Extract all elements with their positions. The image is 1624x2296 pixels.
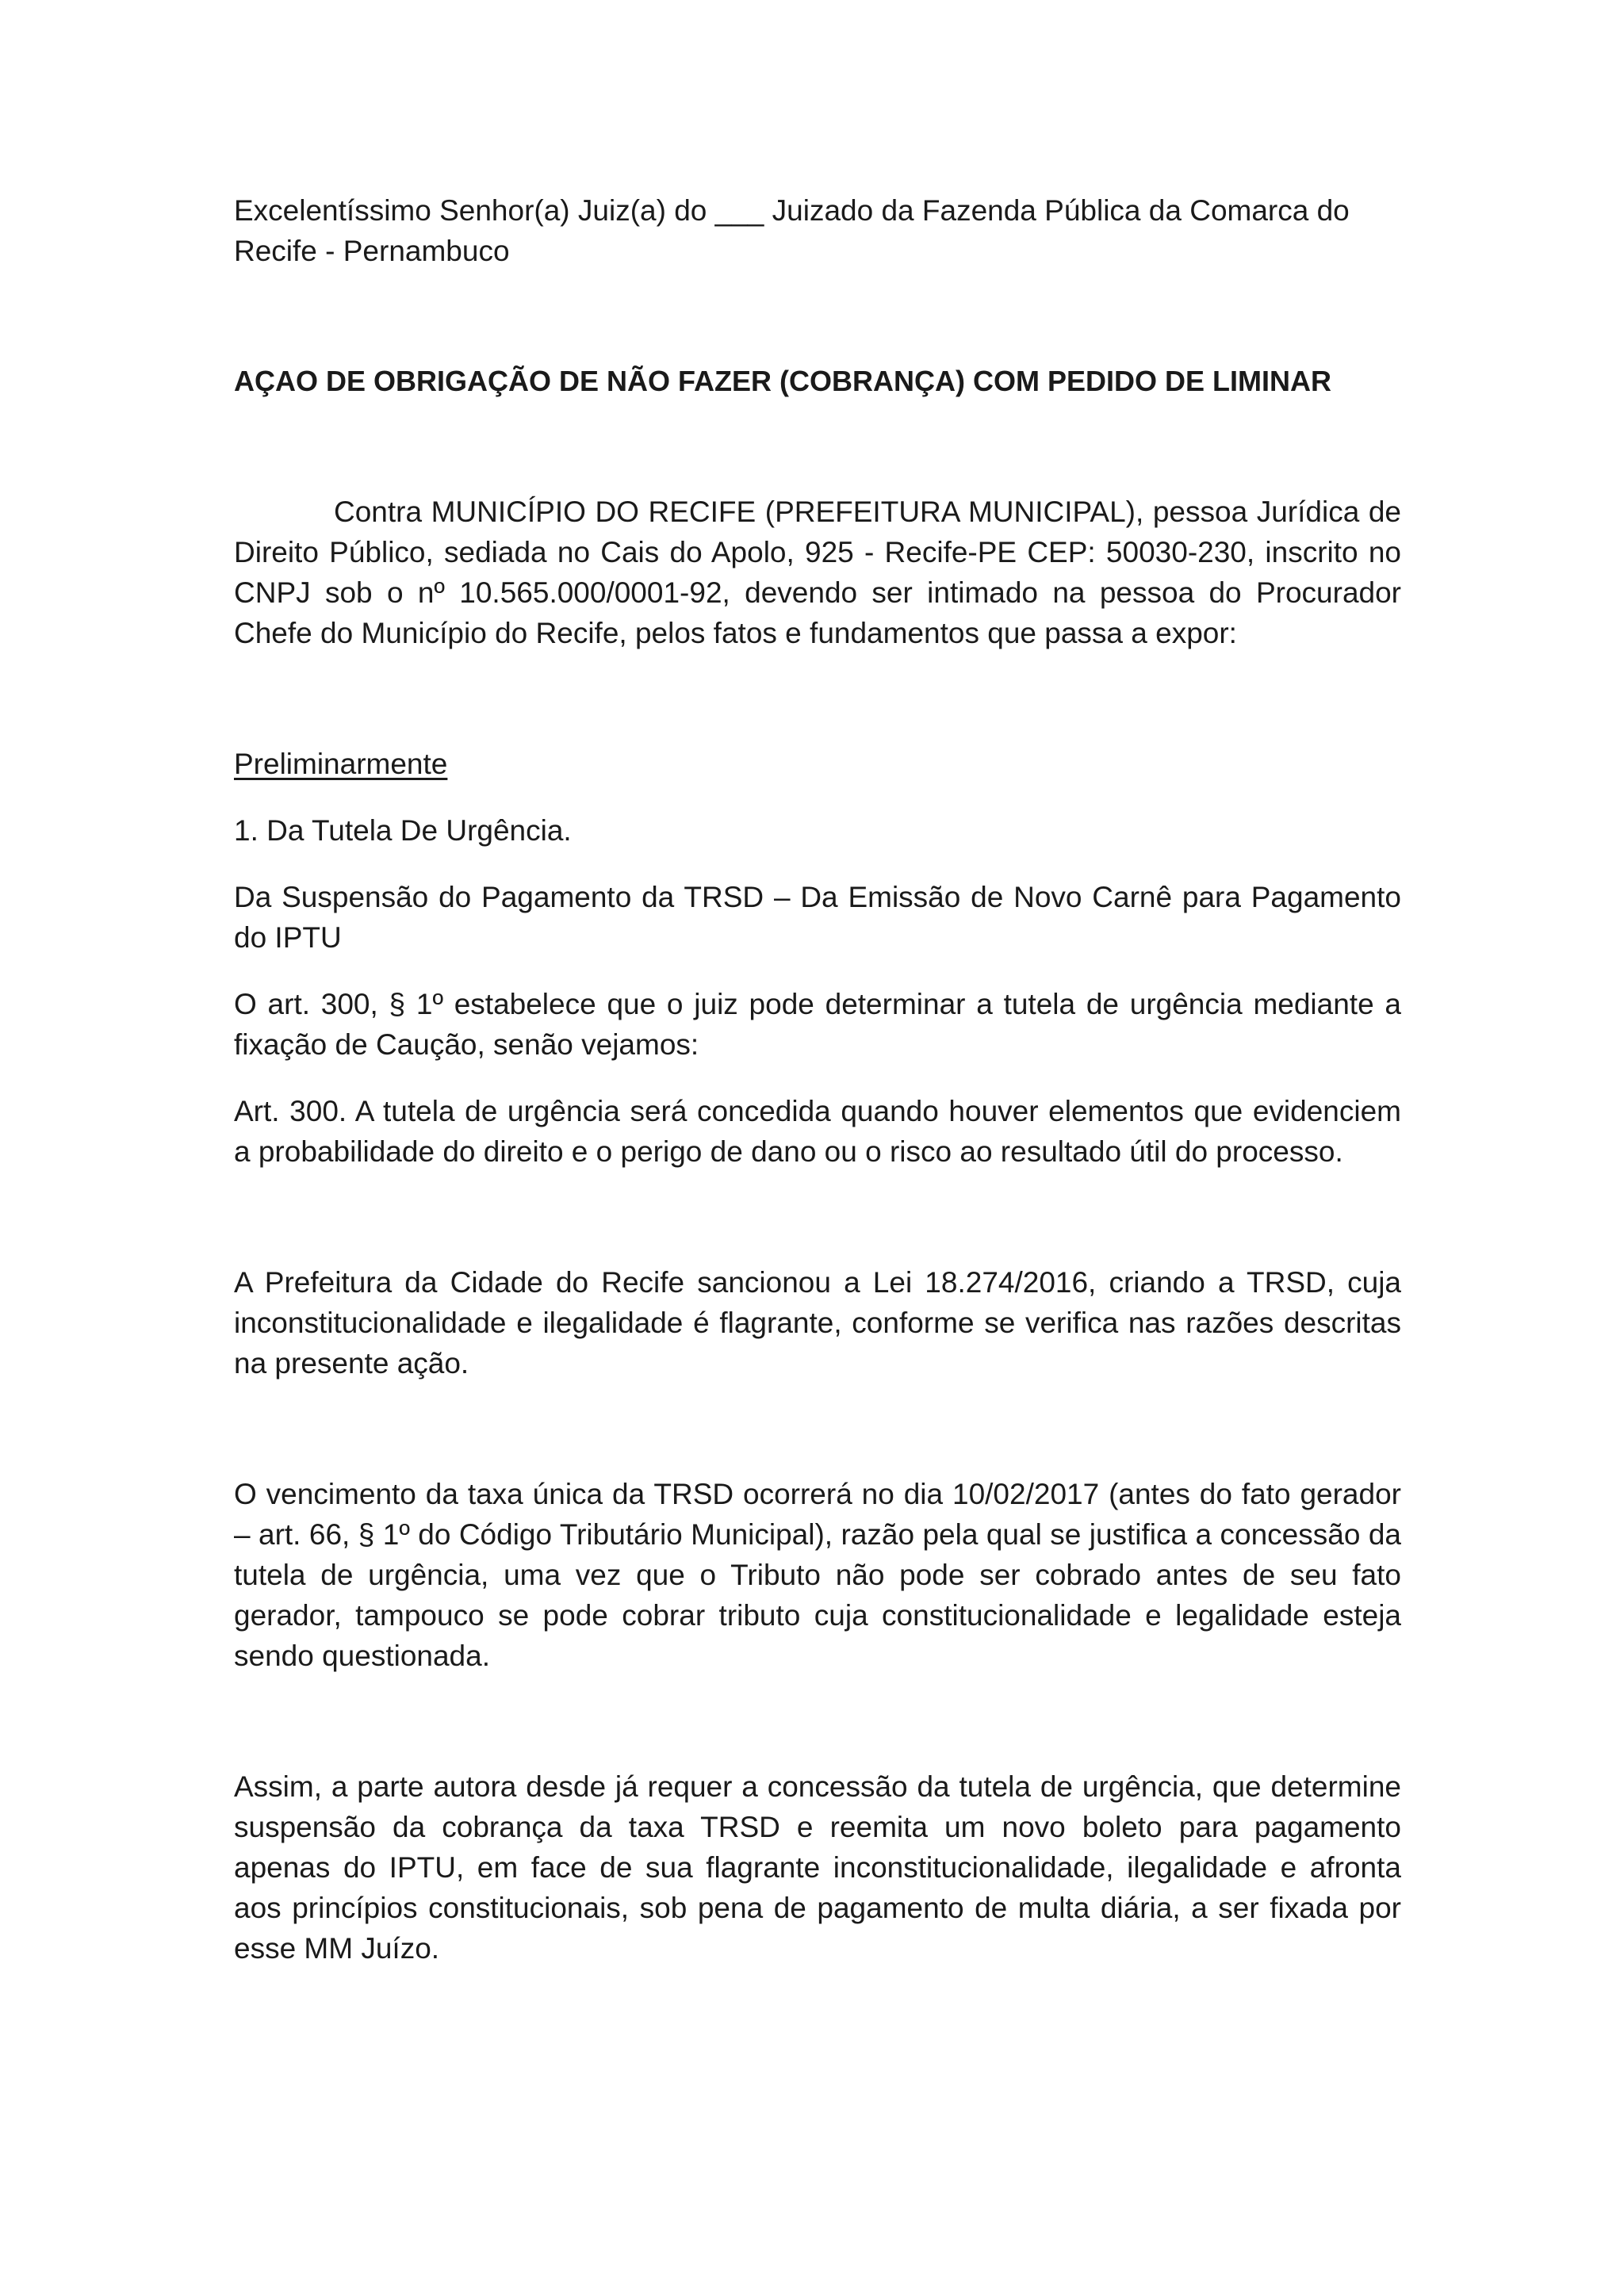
document-page (234, 190, 1401, 1969)
suspension-subheading: Da Suspensão do Pagamento da TRSD – Da Emissão de Novo Carnê para Pagamento do IPTU (234, 881, 1401, 954)
preliminary-heading-wrapper (234, 744, 1401, 784)
law-paragraph: A Prefeitura da Cidade do Recife sancionou a Lei 18.274/2016, criando a TRSD, cuja inconstitucionalidade e ilegalidade é flagrante, conforme se verifica nas razões descritas na presente ação. (234, 1266, 1401, 1380)
article-300-quote: Art. 300. A tutela de urgência será concedida quando houver elementos que evidenciem a probabilidade do direito e o perigo de dano ou o risco ao resultado útil do processo. (234, 1095, 1401, 1168)
request-paragraph: Assim, a parte autora desde já requer a concessão da tutela de urgência, que determine suspensão da cobrança da taxa TRSD e reemita um novo boleto para pagamento apenas do IPTU, em face de sua flagrante inconstitucionalidade, ilegalidade e afronta aos princípios constitucionais, sob pena de pagamento de multa diária, a ser fixada por esse MM Juízo. (234, 1770, 1401, 1965)
due-date-paragraph: O vencimento da taxa única da TRSD ocorrerá no dia 10/02/2017 (antes do fato gerador – art. 66, § 1º do Código Tributário Municipal), razão pela qual se justifica a concessão da tutela de urgência, uma vez que o Tributo não pode ser cobrado antes de seu fato gerador, tampouco se pode cobrar tributo cuja constitucionalidade e legalidade esteja sendo questionada. (234, 1478, 1401, 1672)
urgency-heading: 1. Da Tutela De Urgência. (234, 814, 572, 847)
addressee-paragraph: Excelentíssimo Senhor(a) Juiz(a) do ___ Juizado da Fazenda Pública da Comarca do Recife - Pernambuco (234, 194, 1350, 267)
document-title: AÇAO DE OBRIGAÇÃO DE NÃO FAZER (COBRANÇA) COM PEDIDO DE LIMINAR (234, 365, 1331, 397)
preliminary-heading: Preliminarmente (234, 748, 448, 780)
article-intro-paragraph: O art. 300, § 1º estabelece que o juiz pode determinar a tutela de urgência mediante a fixação de Caução, senão vejamos: (234, 988, 1401, 1061)
defendant-paragraph: Contra MUNICÍPIO DO RECIFE (PREFEITURA MUNICIPAL), pessoa Jurídica de Direito Público, sediada no Cais do Apolo, 925 - Recife-PE CEP: 50030-230, inscrito no CNPJ sob o nº 10.565.000/0001-92, devendo ser intimado na pessoa do Procurador Chefe do Município do Recife, pelos fatos e fundamentos que passa a expor: (234, 496, 1401, 649)
